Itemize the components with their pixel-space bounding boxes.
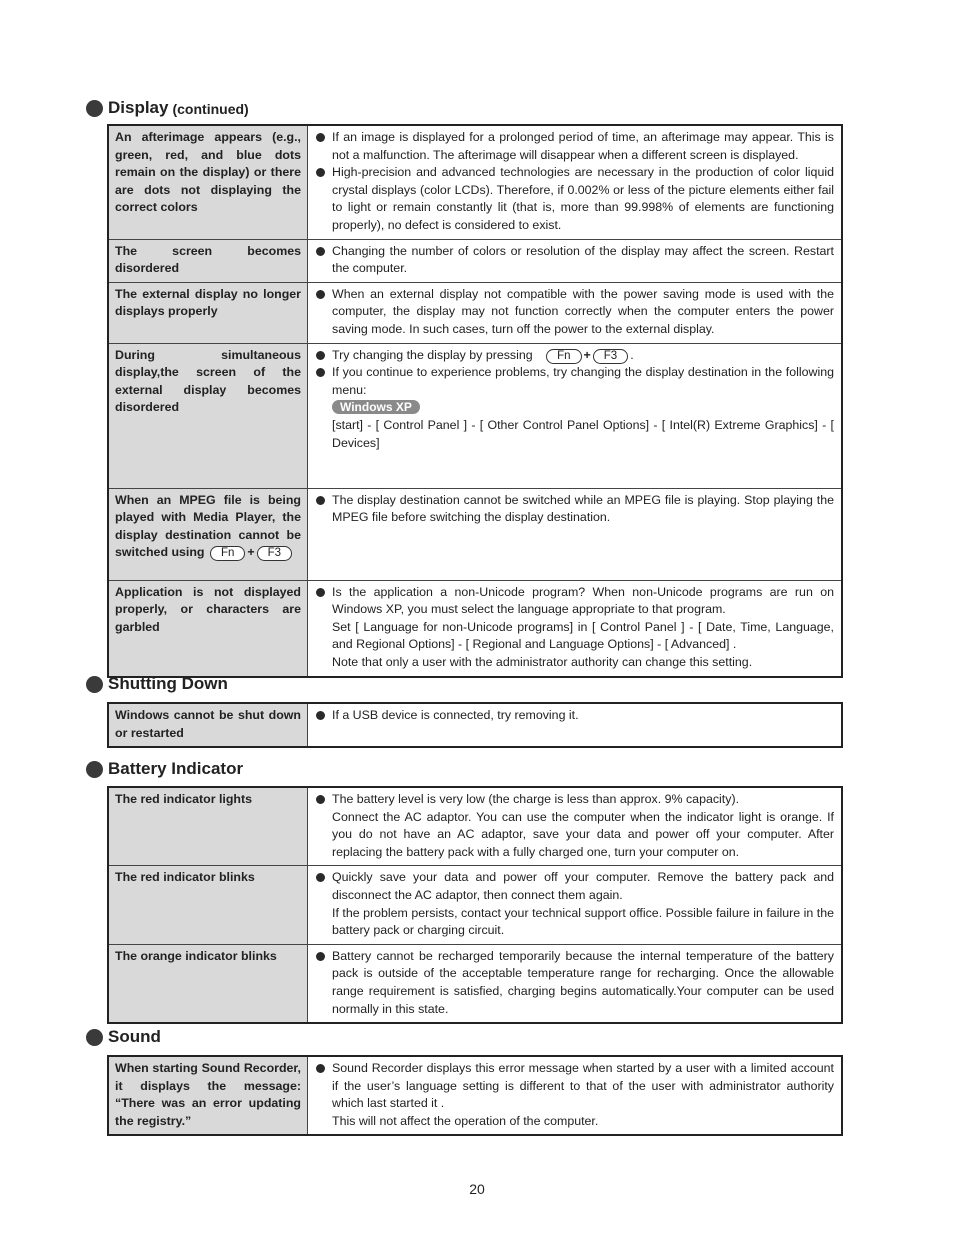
section-shutting-down — [86, 674, 843, 748]
section-title: Sound — [108, 1027, 161, 1046]
section-bullet-icon — [86, 100, 103, 117]
table-row — [108, 944, 842, 1023]
solution-item: The battery level is very low (the charge is less than approx. 9% capacity). — [316, 791, 834, 809]
solution-item: Changing the number of colors or resolution of the display may affect the screen. Restart the computer. — [316, 243, 834, 278]
page-number: 20 — [469, 1181, 485, 1197]
table-row — [108, 787, 842, 866]
section-title: Battery Indicator — [108, 759, 244, 778]
section-display — [86, 98, 843, 678]
fn-key-icon: Fn — [210, 546, 245, 561]
problem-cell: The orange indicator blinks — [108, 944, 308, 1023]
solution-item: High-precision and advanced technologies are necessary in the production of color liquid crystal displays (color LCDs). Therefore, if 0.002% or less of the picture elements either fail to light or remain constantly lit (that is, more than 99.998% of elements are functioning properly), no defect is considered to exist. — [316, 164, 834, 234]
problem-cell — [108, 488, 308, 580]
table-row — [108, 488, 842, 580]
table-row — [108, 239, 842, 282]
sound-trouble-table — [107, 1055, 843, 1136]
shutdown-trouble-table — [107, 702, 843, 748]
solution-continued: If the problem persists, contact your technical support office. Possible failure in failure in the battery pack or charging circuit. — [332, 905, 834, 938]
display-trouble-table — [107, 124, 843, 678]
menu-path: [start] - [ Control Panel ] - [ Other Control Panel Options] - [ Intel(R) Extreme Graphics] - [ Devices] — [332, 417, 834, 450]
windows-xp-badge: Windows XP — [332, 400, 420, 414]
solution-cell — [308, 239, 843, 282]
solution-item: The display destination cannot be switched while an MPEG file is playing. Stop playing the MPEG file before switching the display destination. — [316, 492, 834, 527]
section-title: Display — [108, 98, 169, 117]
problem-cell: Windows cannot be shut down or restarted — [108, 703, 308, 747]
table-row — [108, 703, 842, 747]
section-sound — [86, 1027, 843, 1136]
solution-continued: Connect the AC adaptor. You can use the computer when the indicator light is orange. If you do not have an AC adaptor, save your data and power off your computer. After replacing the battery pack with a fully charged one, turn your computer on. — [332, 809, 834, 859]
problem-cell: The red indicator blinks — [108, 866, 308, 944]
solution-cell — [308, 580, 843, 676]
os-badge-line — [316, 399, 834, 417]
section-header — [86, 674, 843, 694]
solution-item: When an external display not compatible with the power saving mode is used with the computer, the display may not function correctly when the computer enters the power saving mode. In such cases, turn off the power to the external display. — [316, 286, 834, 339]
solution-item: Quickly save your data and power off your computer. Remove the battery pack and disconnect the AC adaptor, then connect them again. — [316, 869, 834, 904]
table-row — [108, 866, 842, 944]
solution-item: If you continue to experience problems, try changing the display destination in the following menu: — [316, 364, 834, 399]
solution-continued: Note that only a user with the administrator authority can change this setting. — [332, 654, 753, 669]
table-row — [108, 580, 842, 676]
plus-sign: + — [583, 347, 591, 362]
solution-cell — [308, 944, 843, 1023]
problem-cell: An afterimage appears (e.g., green, red, and blue dots remain on the display) or there are dots not displaying the correct colors — [108, 125, 308, 239]
table-row — [108, 282, 842, 343]
solution-cell — [308, 488, 843, 580]
solution-item: Sound Recorder displays this error message when started by a user with a limited account if the user’s language setting is different to that of the user with administrator authority which last started it . — [316, 1060, 834, 1113]
solution-cell — [308, 703, 843, 747]
table-row — [108, 125, 842, 239]
period: . — [630, 347, 634, 362]
solution-item: If an image is displayed for a prolonged period of time, an afterimage may appear. This is not a malfunction. The afterimage will disappear when a different screen is displayed. — [316, 129, 834, 164]
f3-key-icon: F3 — [257, 546, 292, 561]
section-header — [86, 759, 843, 779]
problem-cell: The external display no longer displays properly — [108, 282, 308, 343]
section-header — [86, 98, 843, 118]
solution-item — [316, 347, 834, 365]
section-bullet-icon — [86, 1029, 103, 1046]
problem-cell: When starting Sound Recorder, it displays the message: “There was an error updating the registry.” — [108, 1056, 308, 1135]
battery-trouble-table — [107, 786, 843, 1024]
solution-item: If a USB device is connected, try removing it. — [316, 707, 834, 725]
solution-cell — [308, 343, 843, 488]
problem-cell: During simultaneous display,the screen of the external display becomes disordered — [108, 343, 308, 488]
problem-cell: The red indicator lights — [108, 787, 308, 866]
solution-continued: Set [ Language for non-Unicode programs] in [ Control Panel ] - [ Date, Time, Language, and Regional Options] - [ Regional and Language Options] - [ Advanced] . — [332, 619, 834, 652]
fn-key-icon: Fn — [546, 349, 581, 364]
f3-key-icon: F3 — [593, 349, 628, 364]
solution-cell — [308, 1056, 843, 1135]
solution-cell — [308, 282, 843, 343]
section-battery-indicator — [86, 759, 843, 1024]
solution-item: Battery cannot be recharged temporarily because the internal temperature of the battery pack is outside of the acceptable temperature range for recharging. Once the allowable range requirement is satisfied, charging begins automatically.Your computer can be used normally in this state. — [316, 948, 834, 1018]
solution-cell — [308, 125, 843, 239]
table-row — [108, 343, 842, 488]
solution-continued: This will not affect the operation of the computer. — [332, 1113, 599, 1128]
section-subtitle: (continued) — [172, 101, 249, 117]
section-header — [86, 1027, 843, 1047]
solution-cell — [308, 866, 843, 944]
solution-text: Try changing the display by pressing — [332, 347, 533, 362]
section-title: Shutting Down — [108, 674, 228, 693]
table-row — [108, 1056, 842, 1135]
section-bullet-icon — [86, 761, 103, 778]
plus-sign: + — [247, 545, 255, 560]
solution-item: Is the application a non-Unicode program? When non-Unicode programs are run on Windows XP, you must select the language appropriate to that program. — [316, 584, 834, 619]
problem-cell: Application is not displayed properly, or characters are garbled — [108, 580, 308, 676]
section-bullet-icon — [86, 676, 103, 693]
problem-cell: The screen becomes disordered — [108, 239, 308, 282]
solution-cell — [308, 787, 843, 866]
problem-text: When an MPEG file is being played with Media Player, the display destination cannot be switched using — [115, 492, 301, 560]
